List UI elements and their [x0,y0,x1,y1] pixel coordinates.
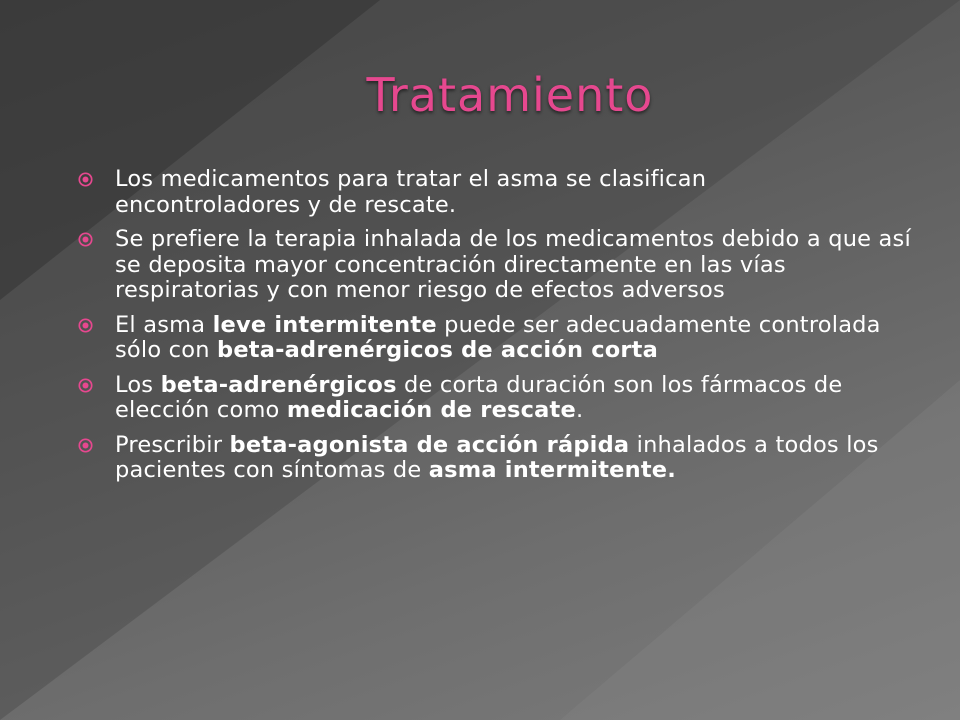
bullet-segment-bold: beta-adrenérgicos de acción corta [217,337,659,363]
bullet-segment: Los [115,371,161,398]
bullet-line: encontroladores y de rescate. [115,191,457,218]
bullet-segment-bold: leve intermitente [212,311,437,338]
slide-title: Tratamiento [366,68,654,122]
bullet-segment: de corta duración son los fármacos de elección como [115,371,843,423]
bullet-segment: Se prefiere la terapia inhalada de los medicamentos debido a que así se deposita mayor concentración directamente en las vías respiratorias y con menor riesgo de efectos adversos [115,226,911,303]
bullet-text [115,432,879,484]
bullet-item [78,227,928,304]
bullet-item [78,167,928,218]
bullet-text [115,312,881,364]
bullet-segment: puede ser adecuadamente controlada sólo con [115,311,881,363]
bullet-segment: inhalados a todos los pacientes con síntomas de [115,431,879,483]
bullet-text [115,372,842,424]
circled-dot-icon [78,378,93,393]
circled-dot-icon [78,172,93,187]
bullet-segment: El asma [115,311,213,338]
bullet-item [78,373,928,424]
bullet-line: Los medicamentos para tratar el asma se clasifican [115,166,707,192]
bullet-item [78,433,928,484]
bullet-text [115,226,911,303]
bullet-segment: Prescribir [115,431,230,458]
circled-dot-icon [78,318,93,333]
bullet-list [78,167,928,493]
bullet-segment-bold: beta-adrenérgicos [160,371,397,398]
circled-dot-icon [78,232,93,247]
bullet-segment-bold: asma intermitente. [428,457,676,483]
bullet-segment-bold: medicación de rescate [286,397,576,423]
circled-dot-icon [78,438,93,453]
bullet-segment: . [575,397,584,423]
bullet-item [78,313,928,364]
bullet-segment-bold: beta-agonista de acción rápida [229,431,630,458]
bullet-text [115,166,706,218]
